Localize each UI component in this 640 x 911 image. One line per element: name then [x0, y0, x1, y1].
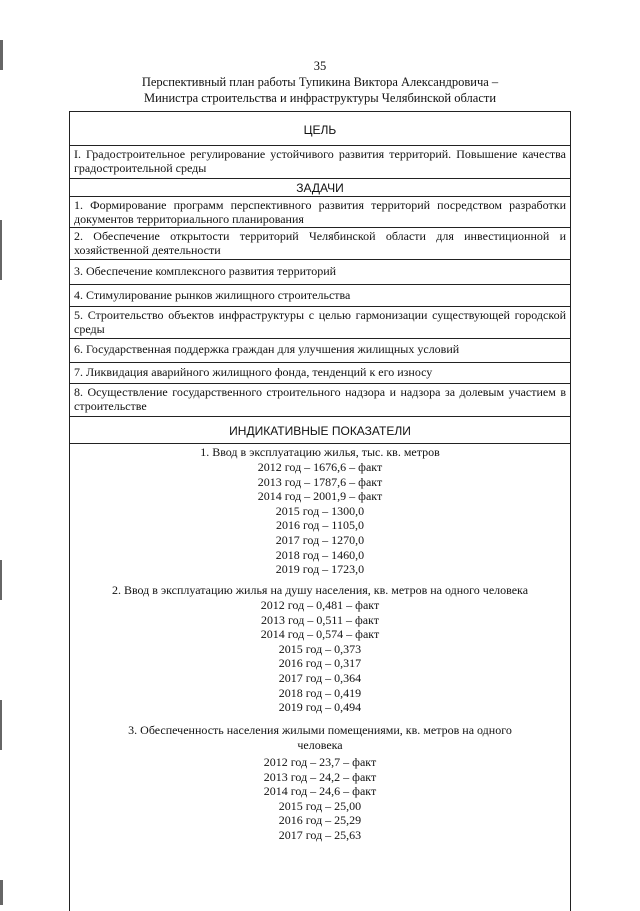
- goal-header: ЦЕЛЬ: [303, 123, 337, 137]
- row-divider: [70, 196, 570, 197]
- indicator-value: 2018 год – 0,419: [278, 685, 362, 700]
- indicator-group-3: [70, 723, 570, 853]
- indicator-values: [70, 460, 570, 577]
- indicator-group-2: [70, 583, 570, 723]
- task-item-7: 7. Ликвидация аварийного жилищного фонда, тенденций к его износу: [74, 365, 433, 379]
- scan-edge-mark: [0, 700, 2, 750]
- row-divider: [70, 383, 570, 384]
- indicator-value: 2016 год – 1105,0: [276, 518, 364, 533]
- row-divider: [70, 284, 570, 285]
- page-number: 35: [313, 59, 327, 73]
- indicator-value: 2012 год – 1676,6 – факт: [257, 460, 383, 474]
- indicator-title: 1. Ввод в эксплуатацию жилья, тыс. кв. метров: [200, 445, 440, 459]
- indicator-value: 2018 год – 1460,0: [275, 547, 365, 562]
- task-item-4: 4. Стимулирование рынков жилищного строительства: [74, 288, 351, 302]
- indicator-value: 2016 год – 0,317: [278, 656, 362, 671]
- indicator-group-1: [70, 445, 570, 585]
- indicator-value: 2016 год – 25,29: [278, 813, 362, 828]
- task-item-8: 8. Осуществление государственного строительного надзора и надзора за долевым участием в строительстве: [74, 385, 566, 413]
- plan-table: [69, 111, 571, 911]
- title-line-1: Перспективный план работы Тупикина Виктора Александровича –: [141, 75, 499, 89]
- indicator-value: 2019 год – 1723,0: [275, 562, 365, 577]
- row-divider: [70, 306, 570, 307]
- indicators-header: ИНДИКАТИВНЫЕ ПОКАЗАТЕЛИ: [229, 424, 411, 438]
- row-divider: [70, 178, 570, 179]
- task-item-2: 2. Обеспечение открытости территорий Челябинской области для инвестиционной и хозяйственной деятельности: [74, 229, 566, 257]
- indicator-value: 2013 год – 1787,6 – факт: [257, 474, 383, 489]
- row-divider: [70, 443, 570, 444]
- indicator-value: 2017 год – 1270,0: [275, 532, 365, 547]
- row-divider: [70, 416, 570, 417]
- row-divider: [70, 227, 570, 228]
- indicator-value: 2015 год – 1300,0: [275, 503, 365, 518]
- indicator-value: 2014 год – 24,6 – факт: [263, 784, 377, 799]
- indicator-value: 2017 год – 25,63: [278, 827, 362, 842]
- indicator-value: 2019 год – 0,494: [278, 700, 362, 715]
- indicator-value: 2014 год – 0,574 – факт: [260, 627, 380, 642]
- tasks-header: ЗАДАЧИ: [296, 181, 344, 195]
- row-divider: [70, 145, 570, 146]
- row-divider: [70, 259, 570, 260]
- task-item-5: 5. Строительство объектов инфраструктуры с целью гармонизации существующей городской среды: [74, 308, 566, 336]
- indicator-value: 2015 год – 25,00: [278, 798, 362, 813]
- indicator-title-line-2: человека: [297, 738, 343, 752]
- indicator-value: 2013 год – 24,2 – факт: [263, 769, 377, 784]
- scan-edge-mark: [0, 560, 2, 600]
- indicator-values: [70, 755, 570, 843]
- task-item-1: 1. Формирование программ перспективного развития территорий посредством разработки документов территориального планирования: [74, 198, 566, 226]
- document-title: [40, 75, 600, 106]
- task-item-3: 3. Обеспечение комплексного развития территорий: [74, 264, 337, 278]
- row-divider: [70, 362, 570, 363]
- task-item-6: 6. Государственная поддержка граждан для улучшения жилищных условий: [74, 342, 460, 356]
- title-line-2: Министра строительства и инфраструктуры Челябинской области: [143, 90, 497, 105]
- indicator-title-line-1: 3. Обеспеченность населения жилыми помещениями, кв. метров на одного: [128, 723, 512, 737]
- indicator-value: 2014 год – 2001,9 – факт: [257, 489, 383, 504]
- indicator-value: 2012 год – 0,481 – факт: [260, 598, 380, 612]
- indicator-title: 2. Ввод в эксплуатацию жилья на душу населения, кв. метров на одного человека: [111, 583, 529, 597]
- indicator-value: 2015 год – 0,373: [278, 641, 362, 656]
- indicator-value: 2012 год – 23,7 – факт: [263, 755, 377, 769]
- goal-text: I. Градостроительное регулирование устойчивого развития территорий. Повышение качества градостроительной среды: [74, 147, 566, 175]
- row-divider: [70, 338, 570, 339]
- indicator-value: 2013 год – 0,511 – факт: [261, 612, 379, 627]
- indicator-value: 2017 год – 0,364: [278, 670, 362, 685]
- scan-edge-mark: [0, 220, 2, 280]
- scan-edge-mark: [0, 880, 3, 905]
- indicator-values: [70, 598, 570, 715]
